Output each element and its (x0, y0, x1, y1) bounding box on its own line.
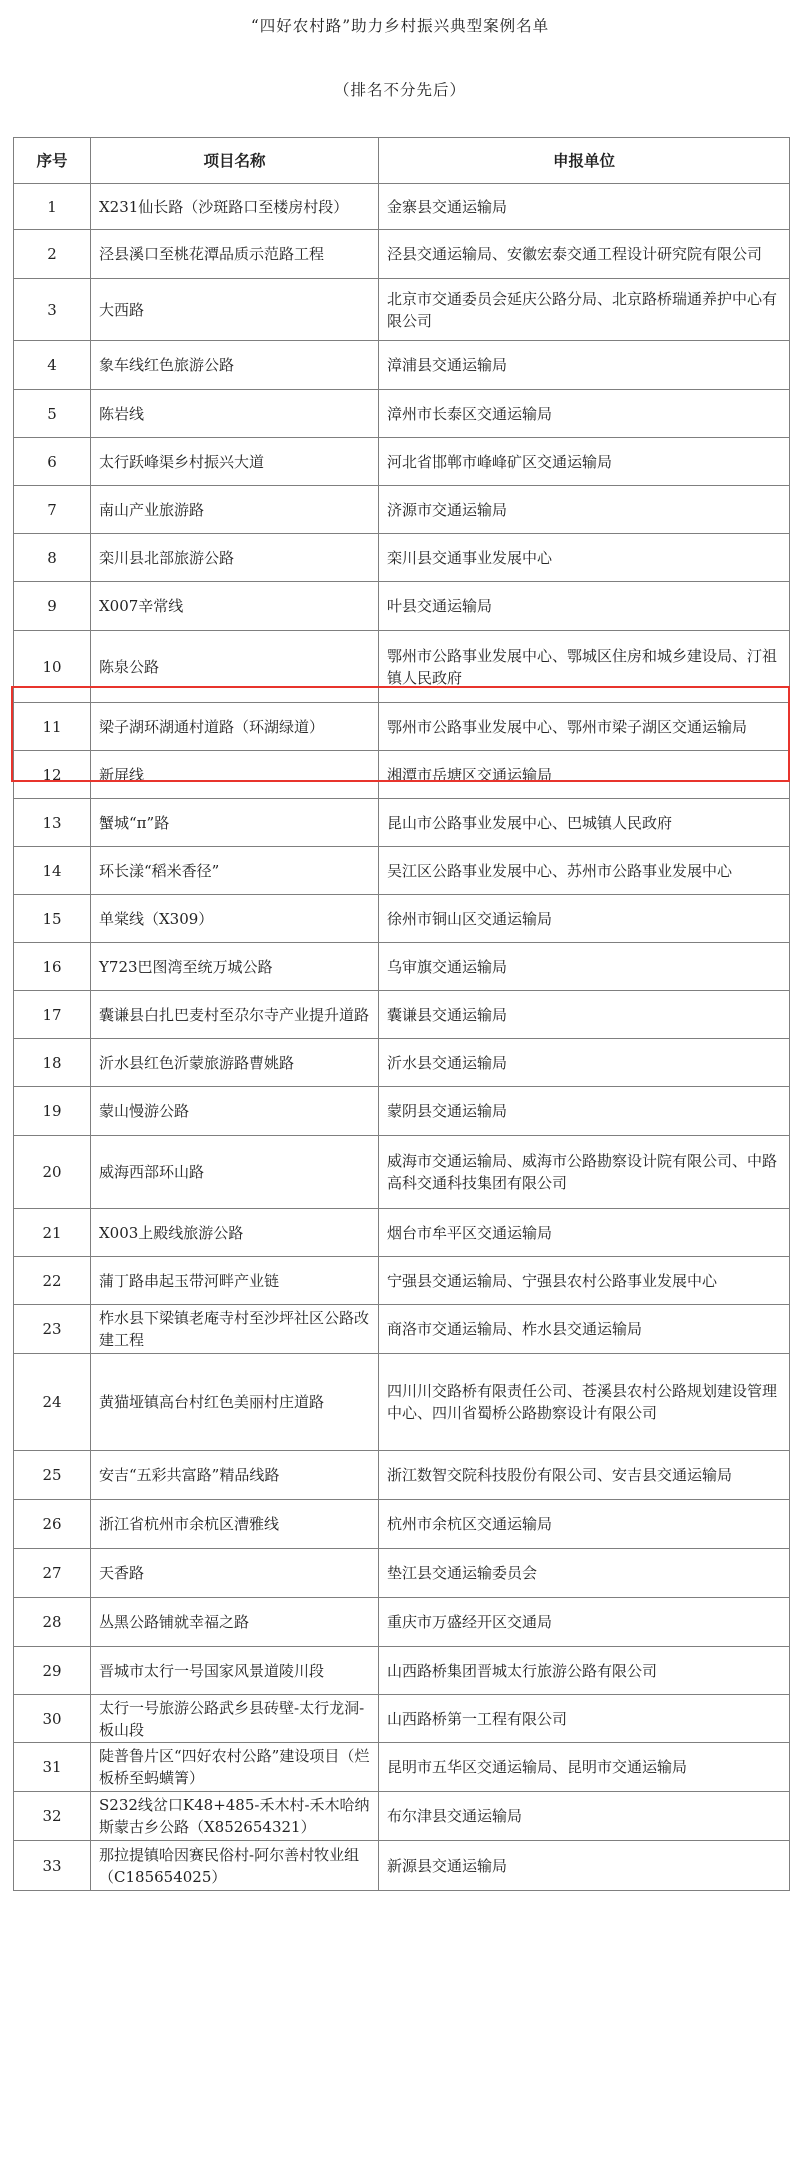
row-number: 31 (14, 1743, 91, 1792)
applicant-cell: 沂水县交通运输局 (379, 1039, 790, 1087)
table-row (14, 279, 790, 341)
row-number: 24 (14, 1354, 91, 1451)
table-row (14, 1354, 790, 1451)
project-name-cell: 那拉提镇哈因赛民俗村-阿尔善村牧业组（C185654025） (91, 1841, 379, 1891)
project-name-cell: 陈岩线 (91, 390, 379, 438)
table-row (14, 1841, 790, 1891)
row-number: 7 (14, 486, 91, 534)
row-number: 2 (14, 230, 91, 279)
row-number: 30 (14, 1695, 91, 1743)
table-row (14, 1087, 790, 1136)
project-name-cell: 陡普鲁片区“四好农村公路”建设项目（烂板桥至蚂蟥箐） (91, 1743, 379, 1792)
applicant-cell: 泾县交通运输局、安徽宏泰交通工程设计研究院有限公司 (379, 230, 790, 279)
project-name-cell: 南山产业旅游路 (91, 486, 379, 534)
row-number: 1 (14, 184, 91, 230)
project-name-cell: 泾县溪口至桃花潭品质示范路工程 (91, 230, 379, 279)
table-row (14, 230, 790, 279)
table-row (14, 341, 790, 390)
row-number: 5 (14, 390, 91, 438)
table-row (14, 703, 790, 751)
project-name-cell: 单棠线（X309） (91, 895, 379, 943)
applicant-cell: 囊谦县交通运输局 (379, 991, 790, 1039)
row-number: 25 (14, 1451, 91, 1500)
applicant-cell: 杭州市余杭区交通运输局 (379, 1500, 790, 1549)
project-name-cell: 蒲丁路串起玉带河畔产业链 (91, 1257, 379, 1305)
table-row (14, 1500, 790, 1549)
applicant-cell: 漳浦县交通运输局 (379, 341, 790, 390)
applicant-cell: 新源县交通运输局 (379, 1841, 790, 1891)
applicant-cell: 山西路桥集团晋城太行旅游公路有限公司 (379, 1647, 790, 1695)
applicant-cell: 河北省邯郸市峰峰矿区交通运输局 (379, 438, 790, 486)
table-body (14, 184, 790, 1891)
page-title: “四好农村路”助力乡村振兴典型案例名单 (250, 17, 550, 35)
table-row (14, 1549, 790, 1598)
row-number: 33 (14, 1841, 91, 1891)
project-name-cell: 太行跃峰渠乡村振兴大道 (91, 438, 379, 486)
table-header-row (14, 138, 790, 184)
project-name-cell: 栾川县北部旅游公路 (91, 534, 379, 582)
row-number: 15 (14, 895, 91, 943)
row-number: 20 (14, 1136, 91, 1209)
table-row (14, 991, 790, 1039)
table-row (14, 1451, 790, 1500)
applicant-cell: 昆山市公路事业发展中心、巴城镇人民政府 (379, 799, 790, 847)
applicant-cell: 垫江县交通运输委员会 (379, 1549, 790, 1598)
row-number: 3 (14, 279, 91, 341)
applicant-cell: 威海市交通运输局、威海市公路勘察设计院有限公司、中路高科交通科技集团有限公司 (379, 1136, 790, 1209)
row-number: 32 (14, 1792, 91, 1841)
applicant-cell: 商洛市交通运输局、柞水县交通运输局 (379, 1305, 790, 1354)
project-name-cell: 沂水县红色沂蒙旅游路曹姚路 (91, 1039, 379, 1087)
row-number: 9 (14, 582, 91, 631)
applicant-cell: 蒙阴县交通运输局 (379, 1087, 790, 1136)
project-name-cell: 天香路 (91, 1549, 379, 1598)
project-name-cell: 浙江省杭州市余杭区漕雅线 (91, 1500, 379, 1549)
project-name-cell: 太行一号旅游公路武乡县砖壁-太行龙洞-板山段 (91, 1695, 379, 1743)
table-row (14, 847, 790, 895)
page-subtitle: （排名不分先后） (333, 81, 466, 99)
applicant-cell: 漳州市长泰区交通运输局 (379, 390, 790, 438)
applicant-cell: 金寨县交通运输局 (379, 184, 790, 230)
applicant-cell: 昆明市五华区交通运输局、昆明市交通运输局 (379, 1743, 790, 1792)
applicant-cell: 山西路桥第一工程有限公司 (379, 1695, 790, 1743)
row-number: 26 (14, 1500, 91, 1549)
row-number: 21 (14, 1209, 91, 1257)
table-row (14, 1647, 790, 1695)
project-name-cell: 环长漾“稻米香径” (91, 847, 379, 895)
table-row (14, 1136, 790, 1209)
table-row (14, 582, 790, 631)
header-number: 序号 (14, 138, 91, 184)
applicant-cell: 徐州市铜山区交通运输局 (379, 895, 790, 943)
project-name-cell: 安吉“五彩共富路”精品线路 (91, 1451, 379, 1500)
table-row (14, 1792, 790, 1841)
project-name-cell: 丛黑公路铺就幸福之路 (91, 1598, 379, 1647)
applicant-cell: 鄂州市公路事业发展中心、鄂州市梁子湖区交通运输局 (379, 703, 790, 751)
table-row (14, 943, 790, 991)
applicant-cell: 四川川交路桥有限责任公司、苍溪县农村公路规划建设管理中心、四川省蜀桥公路勘察设计有限公司 (379, 1354, 790, 1451)
project-name-cell: 新屏线 (91, 751, 379, 799)
row-number: 10 (14, 631, 91, 703)
project-name-cell: 晋城市太行一号国家风景道陵川段 (91, 1647, 379, 1695)
table-row (14, 1695, 790, 1743)
row-number: 27 (14, 1549, 91, 1598)
row-number: 13 (14, 799, 91, 847)
row-number: 23 (14, 1305, 91, 1354)
project-name-cell: S232线岔口K48+485-禾木村-禾木哈纳斯蒙古乡公路（X852654321） (91, 1792, 379, 1841)
table-row (14, 534, 790, 582)
table-row (14, 1039, 790, 1087)
project-name-cell: 蟹城“π”路 (91, 799, 379, 847)
table-row (14, 799, 790, 847)
project-name-cell: X003上殿线旅游公路 (91, 1209, 379, 1257)
applicant-cell: 重庆市万盛经开区交通局 (379, 1598, 790, 1647)
row-number: 16 (14, 943, 91, 991)
table-row (14, 895, 790, 943)
applicant-cell: 北京市交通委员会延庆公路分局、北京路桥瑞通养护中心有限公司 (379, 279, 790, 341)
row-number: 18 (14, 1039, 91, 1087)
row-number: 28 (14, 1598, 91, 1647)
table-row (14, 1743, 790, 1792)
applicant-cell: 布尔津县交通运输局 (379, 1792, 790, 1841)
project-name-cell: 柞水县下梁镇老庵寺村至沙坪社区公路改建工程 (91, 1305, 379, 1354)
row-number: 8 (14, 534, 91, 582)
applicant-cell: 鄂州市公路事业发展中心、鄂城区住房和城乡建设局、汀祖镇人民政府 (379, 631, 790, 703)
project-name-cell: 大西路 (91, 279, 379, 341)
table-row (14, 1598, 790, 1647)
applicant-cell: 栾川县交通事业发展中心 (379, 534, 790, 582)
project-name-cell: 威海西部环山路 (91, 1136, 379, 1209)
applicant-cell: 湘潭市岳塘区交通运输局 (379, 751, 790, 799)
table-row (14, 390, 790, 438)
project-name-cell: 黄猫垭镇高台村红色美丽村庄道路 (91, 1354, 379, 1451)
row-number: 19 (14, 1087, 91, 1136)
table-row (14, 184, 790, 230)
header-project-name: 项目名称 (91, 138, 379, 184)
project-name-cell: 梁子湖环湖通村道路（环湖绿道） (91, 703, 379, 751)
table-row (14, 438, 790, 486)
row-number: 22 (14, 1257, 91, 1305)
project-name-cell: Y723巴图湾至统万城公路 (91, 943, 379, 991)
table-row (14, 1209, 790, 1257)
header-applicant: 申报单位 (379, 138, 790, 184)
applicant-cell: 浙江数智交院科技股份有限公司、安吉县交通运输局 (379, 1451, 790, 1500)
row-number: 17 (14, 991, 91, 1039)
table-row (14, 631, 790, 703)
table-row (14, 751, 790, 799)
row-number: 12 (14, 751, 91, 799)
row-number: 14 (14, 847, 91, 895)
row-number: 4 (14, 341, 91, 390)
table-row (14, 1257, 790, 1305)
project-name-cell: 象车线红色旅游公路 (91, 341, 379, 390)
applicant-cell: 吴江区公路事业发展中心、苏州市公路事业发展中心 (379, 847, 790, 895)
row-number: 6 (14, 438, 91, 486)
project-name-cell: 囊谦县白扎巴麦村至尕尔寺产业提升道路 (91, 991, 379, 1039)
applicant-cell: 济源市交通运输局 (379, 486, 790, 534)
table-row (14, 486, 790, 534)
project-name-cell: X007辛常线 (91, 582, 379, 631)
applicant-cell: 乌审旗交通运输局 (379, 943, 790, 991)
applicant-cell: 烟台市牟平区交通运输局 (379, 1209, 790, 1257)
project-name-cell: 蒙山慢游公路 (91, 1087, 379, 1136)
table-row (14, 1305, 790, 1354)
row-number: 11 (14, 703, 91, 751)
applicant-cell: 叶县交通运输局 (379, 582, 790, 631)
case-table (13, 137, 790, 1891)
applicant-cell: 宁强县交通运输局、宁强县农村公路事业发展中心 (379, 1257, 790, 1305)
project-name-cell: 陈泉公路 (91, 631, 379, 703)
project-name-cell: X231仙长路（沙斑路口至楼房村段） (91, 184, 379, 230)
row-number: 29 (14, 1647, 91, 1695)
